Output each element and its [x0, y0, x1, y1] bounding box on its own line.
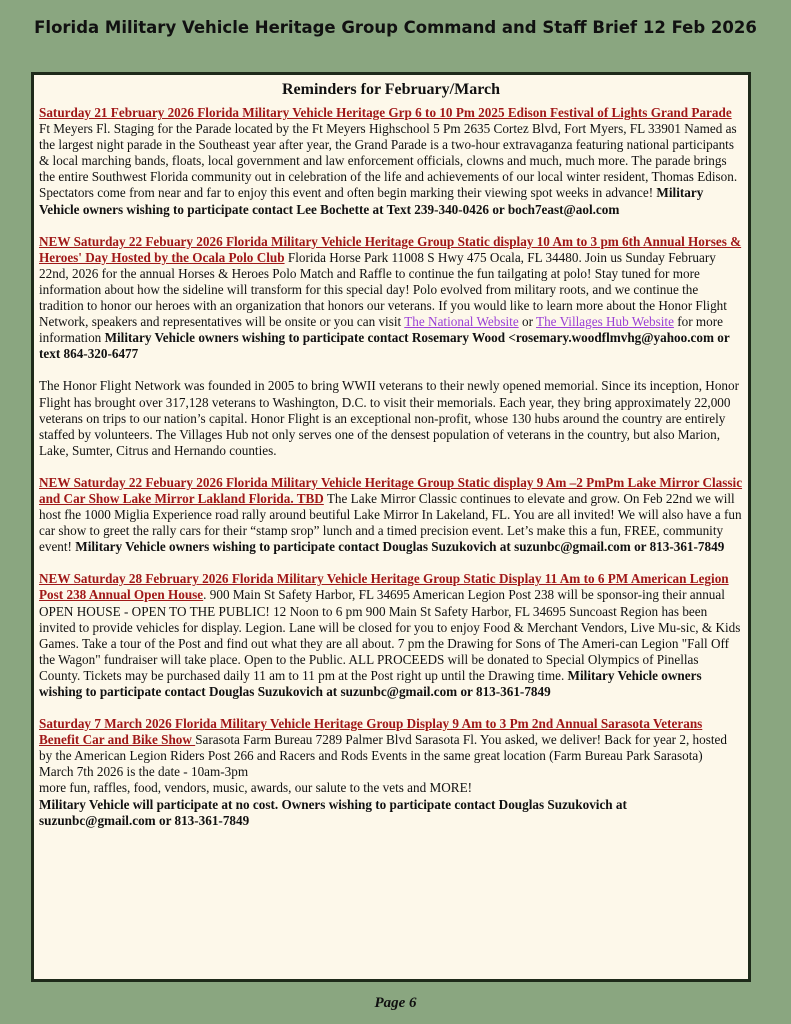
event-body: for more information [39, 314, 724, 346]
event-body: Sarasota Farm Bureau 7289 Palmer Blvd Sarasota Fl. You asked, we deliver! Back for year 2, hosted by the American Legion Riders Post 266 and Racers and Rods Events in the same great location (Farm Bureau Park Sarasota) [39, 732, 727, 764]
event-body: Florida Horse Park 11008 S Hwy 475 Ocala, FL 34480. Join us Sunday February 22nd, 2026 for the annual Horses & Heroes Polo Match and Raffle to continue the fun tailgating at polo! Stay tuned for more information about how the sideline will transform for this special day! Polo evolved from military roots, and we continue the tradition to honor our heroes with an organization that honors our veterans. If you would like to learn more about the Honor Flight Network, speakers and representatives will be onsite or you can visit [39, 249, 727, 330]
event-contact: Military Vehicle owners wishing to participate contact Douglas Suzukovich at suzunbc@gmail.com or 813-361-7849 [39, 667, 702, 699]
event-body-or: or [518, 314, 537, 330]
event-title: NEW Saturday 22 Febuary 2026 Florida Military Vehicle Heritage Group Static display 9 Am –2 PmPm Lake Mirror Classic and Car Show Lake Mirror Lakland Florida. TBD [39, 474, 743, 506]
villages-hub-website-link[interactable]: The Villages Hub Website [536, 314, 674, 330]
event-title: Saturday 7 March 2026 Florida Military Vehicle Heritage Group Display 9 Am to 3 Pm 2nd Annual Sarasota Veterans Benefit Car and Bike Show [39, 716, 703, 748]
reminders-panel [31, 72, 751, 982]
event-extras-line: more fun, raffles, food, vendors, music, awards, our salute to the vets and MORE! [39, 780, 473, 796]
event-title: Saturday 21 February 2026 Florida Military Vehicle Heritage Grp 6 to 10 Pm 2025 Edison Festival of Lights Grand Parade [39, 105, 732, 120]
event-title: NEW Saturday 22 Febuary 2026 Florida Military Vehicle Heritage Group Static display 10 Am to 3 pm 6th Annual Horses & Heroes' Day Hosted by the Ocala Polo Club [39, 233, 742, 265]
event-contact: Military Vehicle owners wishing to participate contact Lee Bochette at Text 239-340-0426 or boch7east@aol.com [39, 185, 704, 217]
paragraph-body: The Honor Flight Network was founded in 2005 to bring WWII veterans to their newly opened memorial. Since its inception, Honor Flight has brought over 317,128 veterans to Washington, D.C. to visit their memorials. Each year, they bring approximately 22,000 veterans on trips to our nation’s capital. Honor Flight is an exceptional non-profit, whose 130 hubs around the country are entirely staffed by volunteers. The Villages Hub not only serves one of the densest population of veterans in the country, but also Marion, Lake, Sumter, Citrus and Hernando counties. [39, 378, 740, 458]
event-contact: Military Vehicle will participate at no cost. Owners wishing to participate contact Douglas Suzukovich at suzunbc@gmail.com or 813-361-7849 [39, 796, 627, 828]
event-american-legion [39, 571, 743, 700]
panel-title: Reminders for February/March [281, 81, 501, 98]
page-number: Page 6 [374, 995, 417, 1011]
event-body: The Lake Mirror Classic continues to elevate and grow. On Feb 22nd we will host fhe 1000 Miglia Experience road rally around beutiful Lake Mirror In Lakeland, FL. You are all invited! We will also have a fun car show to greet the rally cars for their “stamp srop” lunch and a timed precision event. Let’s make this a fun, FREE, community event! [39, 490, 742, 555]
event-title: NEW Saturday 28 February 2026 Florida Military Vehicle Heritage Group Static Display 11 Am to 6 PM American Legion Post 238 Annual Open House [39, 571, 729, 603]
event-body: Ft Meyers Fl. Staging for the Parade located by the Ft Meyers Highschool 5 Pm 2635 Cortez Blvd, Fort Myers, FL 33901 Named as the largest night parade in the Southeast year after year, the Grand Parade is a two-hour extravaganza featuring national participants & local marching bands, floats, local government and law enforcement officials, clowns and much, much more. The parade brings the entire Southwest Florida community out in celebration of the life and achievements of our local winter resident, Thomas Edison. Spectators come from near and far to enjoy this event and often begin marking their viewing spot weeks in advance! [39, 121, 738, 201]
event-date-line: March 7th 2026 is the date - 10am-3pm [39, 764, 249, 780]
document-header: Florida Military Vehicle Heritage Group Command and Staff Brief 12 Feb 2026 [34, 18, 757, 37]
event-sarasota-car-show [39, 716, 743, 829]
event-contact: Military Vehicle owners wishing to participate contact Rosemary Wood <rosemary.woodflmvhg@yahoo.com or text 864-320-6477 [39, 330, 730, 362]
event-lake-mirror [39, 475, 743, 555]
event-body: . 900 Main St Safety Harbor, FL 34695 American Legion Post 238 will be sponsor-ing their annual OPEN HOUSE - OPEN TO THE PUBLIC! 12 Noon to 6 pm 900 Main St Safety Harbor, FL 34695 Suncoast Region has been invited to provide vehicles for display. Legion. Lane will be closed for you to enjoy Food & Merchant Vendors, Live Mu-sic, & Kids Games. Take a tour of the Post and find out what they are all about. 7 pm the Drawing for Sons of The Ameri-can Legion "Fall Off the Wagon" fundraiser will take place. Open to the Public. ALL PROCEEDS will be donated to Special Olympics of Pinellas County. Tickets may be purchased daily 11 am to 11 pm at the Post right up until the Drawing time. [39, 587, 741, 683]
event-contact: Military Vehicle owners wishing to participate contact Douglas Suzukovich at suzunbc@gmail.com or 813-361-7849 [75, 539, 725, 555]
national-website-link[interactable]: The National Website [404, 314, 519, 330]
event-horses-heroes [39, 234, 743, 363]
event-edison-parade [39, 105, 743, 218]
honor-flight-paragraph [39, 378, 743, 458]
